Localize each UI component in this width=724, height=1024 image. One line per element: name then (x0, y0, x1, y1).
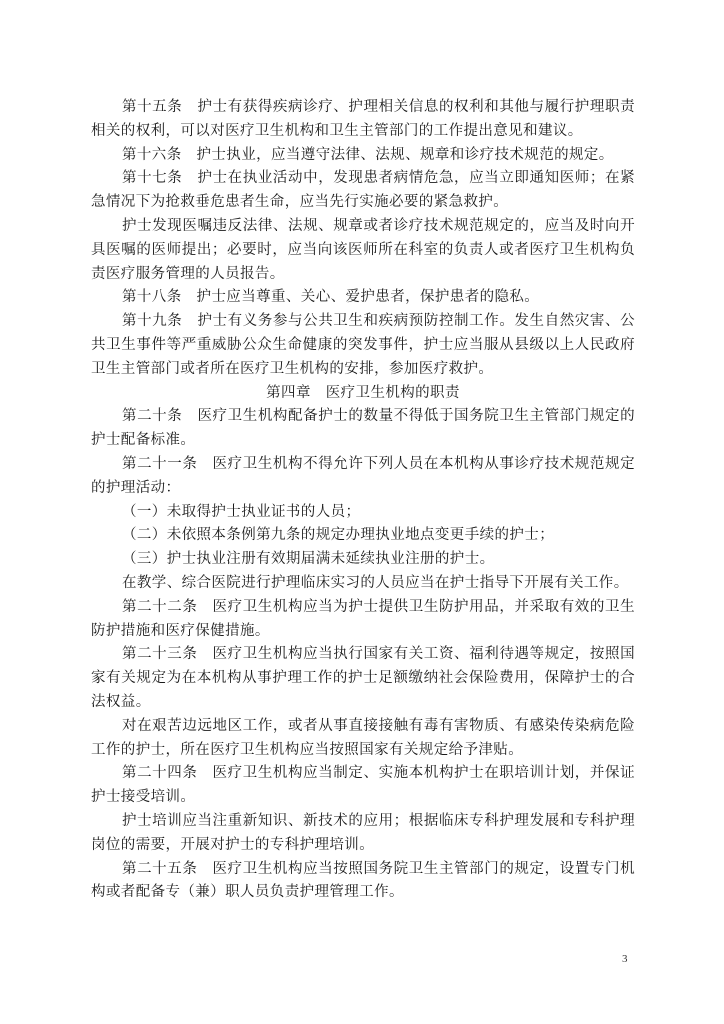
article-21-item-2: （二）未依照本条例第九条的规定办理执业地点变更手续的护士； (122, 527, 555, 544)
chapter-4-heading: 第四章 医疗卫生机构的职责 (266, 384, 460, 401)
article-19: 第十九条 护士有义务参与公共卫生和疾病预防控制工作。发生自然灾害、公共卫生事件等严重威胁公众生命健康的突发事件，护士应当服从县级以上人民政府卫生主管部门或者所在医疗卫生机构的安排，参加医疗救护。 (91, 313, 635, 377)
document-page (91, 96, 635, 905)
article-17-paragraph-2: 护士发现医嘱违反法律、法规、规章或者诊疗技术规范规定的，应当及时向开具医嘱的医师提出；必要时，应当向该医师所在科室的负责人或者医疗卫生机构负责医疗服务管理的人员报告。 (91, 217, 635, 282)
article-24-paragraph-2: 护士培训应当注重新知识、新技术的应用；根据临床专科护理发展和专科护理岗位的需要，开展对护士的专科护理培训。 (91, 812, 635, 853)
article-23-paragraph-2: 对在艰苦边远地区工作，或者从事直接接触有毒有害物质、有感染传染病危险工作的护士，所在医疗卫生机构应当按照国家有关规定给予津贴。 (91, 717, 635, 758)
article-25: 第二十五条 医疗卫生机构应当按照国务院卫生主管部门的规定，设置专门机构或者配备专（兼）职人员负责护理管理工作。 (91, 860, 635, 901)
article-20: 第二十条 医疗卫生机构配备护士的数量不得低于国务院卫生主管部门规定的护士配备标准。 (91, 408, 635, 449)
article-21-item-3: （三）护士执业注册有效期届满未延续执业注册的护士。 (122, 551, 495, 568)
article-21-item-1: （一）未取得护士执业证书的人员； (122, 503, 361, 520)
article-24: 第二十四条 医疗卫生机构应当制定、实施本机构护士在职培训计划，并保证护士接受培训。 (91, 765, 635, 806)
article-21-paragraph-2: 在教学、综合医院进行护理临床实习的人员应当在护士指导下开展有关工作。 (122, 574, 629, 591)
article-22: 第二十二条 医疗卫生机构应当为护士提供卫生防护用品，并采取有效的卫生防护措施和医疗保健措施。 (91, 598, 635, 639)
page-number: 3 (622, 953, 628, 965)
article-23: 第二十三条 医疗卫生机构应当执行国家有关工资、福利待遇等规定，按照国家有关规定为在本机构从事护理工作的护士足额缴纳社会保险费用，保障护士的合法权益。 (91, 646, 635, 710)
article-15: 第十五条 护士有获得疾病诊疗、护理相关信息的权利和其他与履行护理职责相关的权利，可以对医疗卫生机构和卫生主管部门的工作提出意见和建议。 (91, 99, 635, 139)
article-18: 第十八条 护士应当尊重、关心、爱护患者，保护患者的隐私。 (122, 289, 540, 306)
article-16: 第十六条 护士执业，应当遵守法律、法规、规章和诊疗技术规范的规定。 (122, 146, 614, 163)
article-21: 第二十一条 医疗卫生机构不得允许下列人员在本机构从事诊疗技术规范规定的护理活动： (91, 455, 635, 496)
article-17: 第十七条 护士在执业活动中，发现患者病情危急，应当立即通知医师；在紧急情况下为抢救垂危患者生命，应当先行实施必要的紧急救护。 (91, 170, 635, 211)
